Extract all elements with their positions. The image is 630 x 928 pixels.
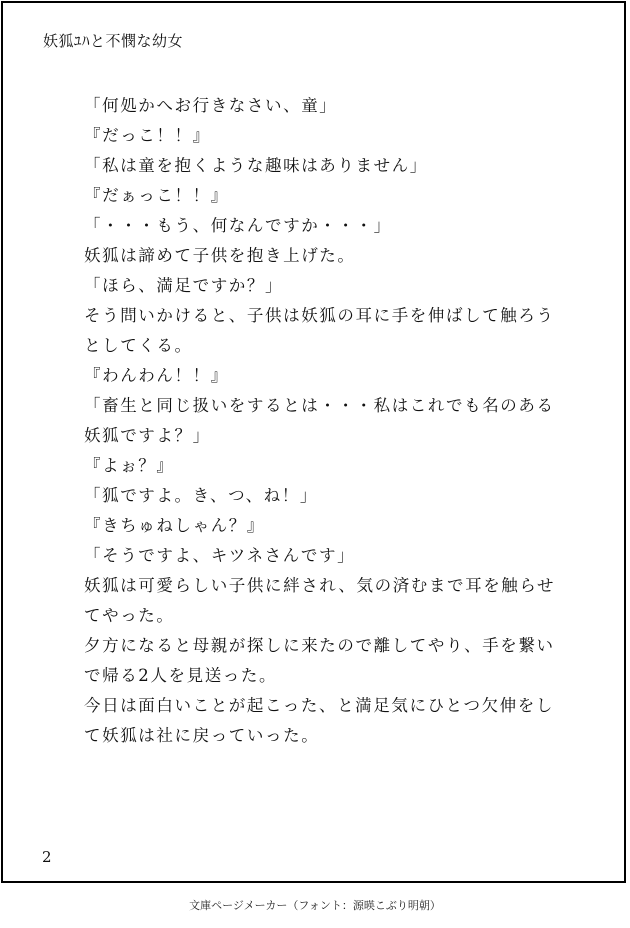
- body-line: としてくる。: [84, 336, 193, 355]
- body-line: 今日は面白いことが起こった、と満足気にひとつ欠伸をし: [84, 696, 554, 715]
- body-line: 「ほら、満足ですか？」: [84, 276, 284, 295]
- body-line: 「私は童を抱くような趣味はありません」: [84, 156, 428, 175]
- page-header-title: 妖狐ﾕﾊと不憫な幼女: [43, 32, 184, 50]
- body-line: 夕方になると母親が探しに来たので離してやり、手を繋い: [84, 636, 555, 655]
- page-frame: [1, 1, 626, 883]
- body-line: 「何処かへお行きなさい、童」: [84, 96, 338, 115]
- body-line: 『きちゅねしゃん？』: [84, 516, 265, 535]
- body-line: て妖狐は社に戻っていった。: [84, 726, 320, 745]
- body-line: 「狐ですよ。き、つ、ね！」: [84, 486, 318, 505]
- body-line: そう問いかけると、子供は妖狐の耳に手を伸ばして触ろう: [84, 306, 555, 325]
- body-line: てやった。: [84, 606, 175, 625]
- body-line: 『だぁっこ！！』: [84, 186, 229, 205]
- page-number: 2: [42, 848, 52, 866]
- body-line: 妖狐は可愛らしい子供に絆され、気の済むまで耳を触らせ: [84, 576, 556, 595]
- body-line: 「・・・もう、何なんですか・・・」: [84, 216, 392, 235]
- body-line: 『だっこ！！』: [84, 126, 211, 145]
- body-line: 「そうですよ、キツネさんです」: [84, 546, 356, 565]
- body-line: 妖狐ですよ？」: [84, 426, 211, 445]
- body-line: 「畜生と同じ扱いをするとは・・・私はこれでも名のある: [84, 396, 555, 415]
- body-line: 『よぉ？』: [84, 456, 175, 475]
- footer-credit: 文庫ページメーカー（フォント：源暎こぶり明朝）: [189, 899, 441, 912]
- body-line: 『わんわん！！』: [84, 366, 229, 385]
- body-text: [84, 91, 564, 751]
- body-line: 妖狐は諦めて子供を抱き上げた。: [84, 246, 356, 265]
- body-line: で帰る2人を見送った。: [84, 666, 278, 685]
